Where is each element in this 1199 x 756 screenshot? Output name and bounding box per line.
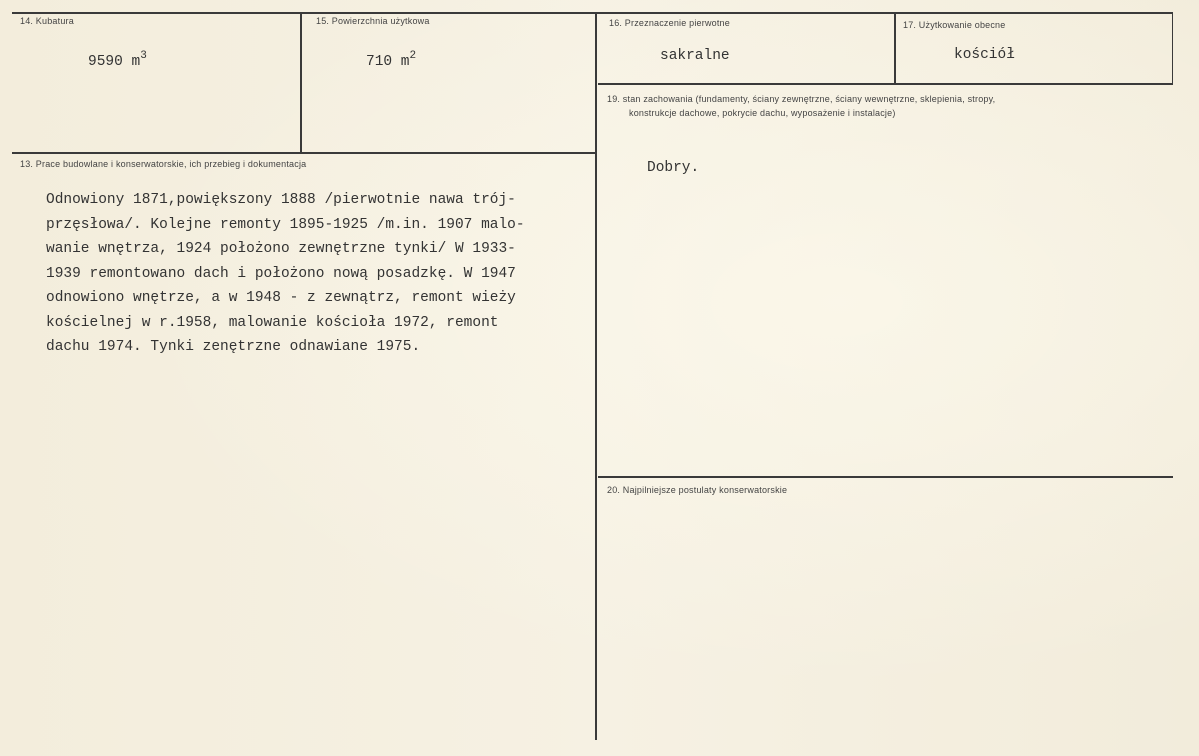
works-line-5: odnowiono wnętrze, a w 1948 - z zewnątrz, remont wieży [46, 290, 516, 306]
works-line-1: Odnowiony 1871,powiększony 1888 /pierwotnie nawa trój- [46, 192, 516, 208]
works-line-4: 1939 remontowano dach i położono nową posadzkę. W 1947 [46, 265, 516, 282]
top-rule [12, 12, 1173, 14]
field-15-label: 15. Powierzchnia użytkowa [316, 16, 430, 26]
field-19-label-line2: konstrukcje dachowe, pokrycie dachu, wyposażenie i instalacje) [629, 108, 896, 118]
row19-bottom-rule [598, 476, 1173, 478]
field-16-value: sakralne [660, 48, 730, 64]
field-15-value [366, 50, 416, 70]
works-line-6: kościelnej w r.1958, malowanie kościoła 1972, remont [46, 314, 499, 331]
works-line-2: przęsłowa/. Kolejne remonty 1895-1925 /m.in. 1907 malo- [46, 216, 525, 233]
cubature-exponent: 3 [140, 50, 147, 62]
field-14-value [88, 50, 147, 70]
field-19-value: Dobry. [647, 160, 700, 176]
works-line-3: wanie wnętrza, 1924 położono zewnętrzne tynki/ W 1933- [46, 241, 516, 257]
field-17-value: kościół [954, 47, 1015, 63]
left-block-bottom-rule [12, 152, 597, 154]
works-line-7: dachu 1974. Tynki zenętrzne odnawiane 1975. [46, 339, 421, 355]
right-edge-rule [1172, 12, 1173, 85]
field-14-label: 14. Kubatura [20, 16, 74, 26]
cubature-value: 9590 m [88, 54, 141, 70]
field-17-label: 17. Użytkowanie obecne [903, 20, 1006, 30]
field-13-label: 13. Prace budowlane i konserwatorskie, ich przebieg i dokumentacja [20, 159, 307, 169]
row16-bottom-rule [598, 83, 1173, 85]
field-20-label: 20. Najpilniejsze postulaty konserwatorskie [607, 485, 788, 495]
field-13-text [46, 188, 606, 360]
divider-14-15 [300, 12, 302, 153]
area-value: 710 m [366, 54, 410, 70]
field-19-label-line1: 19. stan zachowania (fundamenty, ściany zewnętrzne, ściany wewnętrzne, sklepienia, stropy, [607, 94, 996, 104]
field-16-label: 16. Przeznaczenie pierwotne [609, 18, 730, 28]
area-exponent: 2 [409, 50, 417, 62]
divider-16-17 [894, 12, 896, 84]
main-column-divider [595, 12, 597, 740]
